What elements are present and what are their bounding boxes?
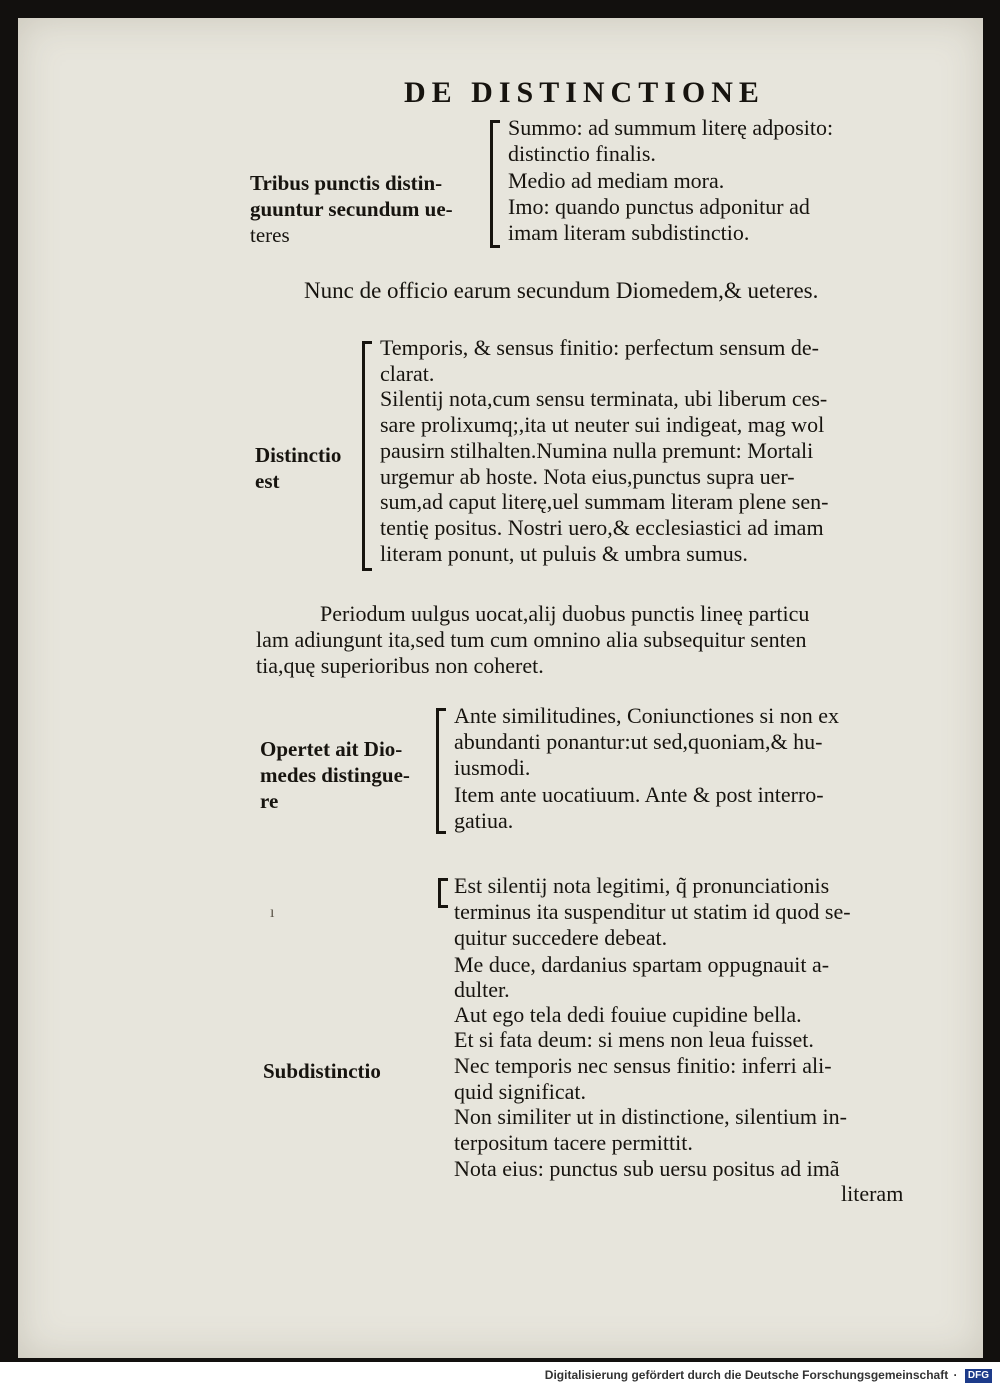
section5-line-10: Non similiter ut in distinctione, silentium in-: [454, 1104, 847, 1129]
section4-line-1: Ante similitudines, Coniunctiones si non ex: [454, 703, 839, 728]
section5-line-7: Et si fata deum: si mens non leua fuisset.: [454, 1027, 814, 1052]
section-heading-officio: Nunc de officio earum secundum Diomedem,& ueteres.: [304, 278, 819, 303]
section5-line-1: Est silentij nota legitimi, q̃ pronunciationis: [454, 873, 830, 898]
margin-note-distinctio-2: est: [255, 469, 280, 493]
margin-note-tribus-1: Tribus punctis distin-: [250, 171, 443, 195]
margin-note-opertet-1: Opertet ait Dio-: [260, 737, 403, 761]
brace-section2: [362, 341, 375, 571]
section1-line-5: imam literam subdistinctio.: [508, 220, 750, 245]
section2-line-8: tentię positus. Nostri uero,& ecclesiastici ad imam: [380, 515, 824, 540]
section5-line-4: Me duce, dardanius spartam oppugnauit a-: [454, 952, 830, 977]
section5-line-11: terpositum tacere permittit.: [454, 1130, 693, 1155]
section5-line-5: dulter.: [454, 977, 510, 1002]
margin-note-opertet-3: re: [260, 789, 279, 813]
periodum-line-1: Periodum uulgus uocat,alij duobus punctis lineę particu: [320, 601, 810, 626]
section5-catchword: literam: [841, 1181, 904, 1206]
footer-credit: Digitalisierung gefördert durch die Deutsche Forschungsgemeinschaft: [544, 1368, 949, 1382]
book-page: [18, 18, 983, 1358]
section4-line-3: iusmodi.: [454, 755, 531, 780]
stray-ink-mark: ı: [270, 904, 275, 921]
section5-line-2: terminus ita suspenditur ut statim id quod se-: [454, 899, 851, 924]
margin-note-tribus-2: guuntur secundum ue-: [250, 197, 453, 221]
section4-line-4: Item ante uocatiuum. Ante & post interro-: [454, 782, 824, 807]
periodum-line-2: lam adiungunt ita,sed tum cum omnino alia subsequitur senten: [256, 627, 807, 652]
margin-note-subdistinctio: Subdistinctio: [263, 1059, 381, 1083]
section5-line-12: Nota eius: punctus sub uersu positus ad imã: [454, 1156, 840, 1181]
brace-section5: [438, 878, 451, 908]
section2-line-5: pausirn stilhalten.Numina nulla premunt: Mortali: [380, 438, 814, 463]
section2-line-1: Temporis, & sensus finitio: perfectum sensum de-: [380, 335, 819, 360]
section2-line-3: Silentij nota,cum sensu terminata, ubi liberum ces-: [380, 386, 828, 411]
section4-line-5: gatiua.: [454, 808, 514, 833]
brace-section1: [490, 120, 503, 248]
margin-note-opertet-2: medes distingue-: [260, 763, 410, 787]
page-title: DE DISTINCTIONE: [404, 76, 765, 109]
section5-line-3: quitur succedere debeat.: [454, 925, 668, 950]
section2-line-4: sare prolixumq;,ita ut neuter sui indigeat, mag wol: [380, 412, 825, 437]
section2-line-7: sum,ad caput literę,uel summam literam plene sen-: [380, 489, 829, 514]
section1-line-1: Summo: ad summum literę adposito:: [508, 115, 834, 140]
section1-line-3: Medio ad mediam mora.: [508, 168, 725, 193]
section2-line-2: clarat.: [380, 361, 435, 386]
margin-note-distinctio-1: Distinctio: [255, 443, 342, 467]
section5-line-9: quid significat.: [454, 1079, 586, 1104]
digitization-footer: Digitalisierung gefördert durch die Deutsche Forschungsgemeinschaft · DFG: [545, 1368, 992, 1383]
section1-line-4: Imo: quando punctus adponitur ad: [508, 194, 810, 219]
dfg-logo-icon: DFG: [965, 1369, 992, 1383]
section2-line-9: literam ponunt, ut puluis & umbra sumus.: [380, 541, 748, 566]
section4-line-2: abundanti ponantur:ut sed,quoniam,& hu-: [454, 729, 823, 754]
section2-line-6: urgemur ab hoste. Nota eius,punctus supra uer-: [380, 464, 795, 489]
margin-note-tribus-3: teres: [250, 223, 290, 247]
section5-line-6: Aut ego tela dedi fouiue cupidine bella.: [454, 1002, 802, 1027]
brace-section4: [436, 708, 449, 834]
section1-line-2: distinctio finalis.: [508, 141, 656, 166]
section5-line-8: Nec temporis nec sensus finitio: inferri ali-: [454, 1053, 832, 1078]
periodum-line-3: tia,quę superioribus non coheret.: [256, 653, 544, 678]
